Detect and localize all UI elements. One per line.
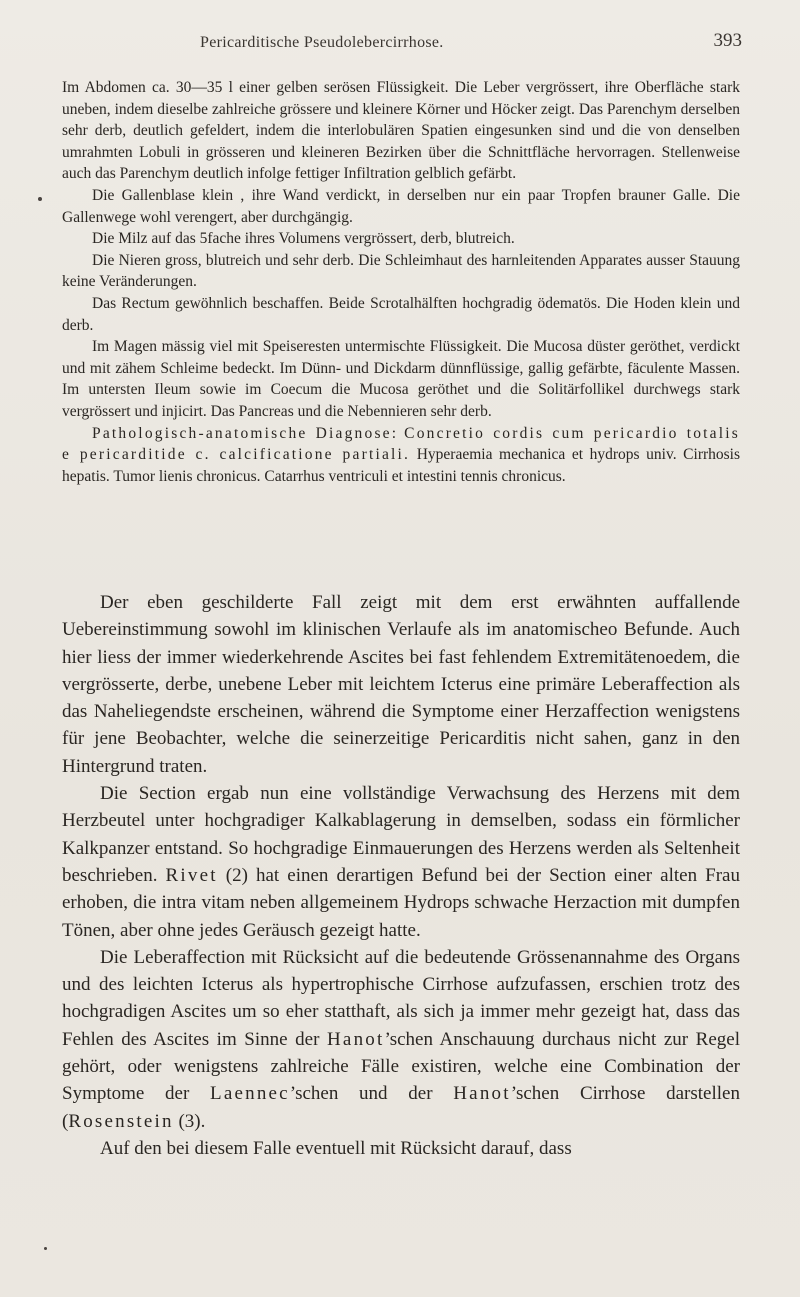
author-name-rosenstein: Rosenstein bbox=[68, 1110, 174, 1132]
diagnosis-rest: Hyperaemia mechanica et hydrops univ. Cirrhosis hepatis. Tumor lienis chronicus. Catarrhus ventriculi et intestini tennis chronicus. bbox=[62, 446, 741, 485]
paragraph-text: (3). bbox=[173, 1110, 206, 1132]
author-name-laennec: Laennec bbox=[210, 1083, 290, 1105]
protocol-paragraph-rectum: Das Rectum gewöhnlich beschaffen. Beide Scrotalhälften hochgradig ödematös. Die Hoden klein und derb. bbox=[62, 294, 740, 334]
paragraph-text: ’schen Anschauung durchaus nicht zur Regel gehört, oder wenigstens zahlreiche Fälle existiren, welche eine Combination der Symptome der bbox=[62, 1028, 740, 1105]
paragraph-text: ’schen Cirrhose darstellen ( bbox=[62, 1083, 740, 1132]
discussion-paragraph-1: Der eben geschilderte Fall zeigt mit dem erst erwähnten auffallende Uebereinstimmung sowohl im klinischen Verlaufe als im anatomischeo Befunde. Auch hier liess der immer wiederkehrende Ascites bei fast fehlendem Extremitätenoedem, die vergrösserte, derbe, unebene Leber mit leichtem Icterus eine primäre Leberaffection als das Naheliegendste erscheinen, während die Symptome einer Herzaffection wenigstens für jene Beobachter, welche die seinerzeitige Pericarditis nicht sahen, ganz in den Hintergrund traten. bbox=[62, 592, 740, 777]
protocol-paragraph-spleen: Die Milz auf das 5fache ihres Volumens vergrössert, derb, blutreich. bbox=[92, 230, 515, 248]
paragraph-text: ’schen und der bbox=[289, 1083, 454, 1105]
author-name-hanot: Hanot bbox=[327, 1028, 385, 1050]
autopsy-protocol bbox=[62, 77, 740, 487]
paragraph-text: Die Section ergab nun eine vollständige Verwachsung des Herzens mit dem Herzbeutel unter hochgradiger Kalkablagerung in demselben, sodass ein förmlicher Kalkpanzer entstand. So hochgradige Einmauerungen des Herzens werden als Seltenheit beschrieben. bbox=[62, 783, 740, 886]
discussion-paragraph-4: Auf den bei diesem Falle eventuell mit Rücksicht darauf, dass bbox=[100, 1137, 572, 1159]
discussion-paragraph-3 bbox=[62, 944, 740, 1135]
diagnosis-label: Pathologisch-anatomische Diagnose: bbox=[92, 424, 399, 442]
author-name-hanot: Hanot bbox=[453, 1083, 511, 1105]
print-speck bbox=[38, 197, 42, 201]
author-name-rivet: Rivet bbox=[165, 864, 218, 886]
running-title: Pericarditische Pseudolebercirrhose. bbox=[200, 34, 444, 51]
print-speck bbox=[44, 1247, 47, 1250]
paragraph-text: Die Leberaffection mit Rücksicht auf die bedeutende Grössenannahme des Organs und des leichten Icterus als hypertrophische Cirrhose aufzufassen, erschien trotz des hochgradigen Ascites um so eher statthaft, als sich ja immer mehr gezeigt hat, dass das Fehlen des Ascites im Sinne der bbox=[62, 946, 740, 1050]
protocol-paragraph-abdomen: Im Abdomen ca. 30—35 l einer gelben serösen Flüssigkeit. Die Leber vergrössert, ihre Oberfläche stark uneben, indem dieselbe zahlreiche grössere und kleinere Körner und Höcker zeigt. Das Parenchym derselben sehr derb, deutlich gefeldert, indem die interlobulären Spatien eingesunken sind und die von denselben umrahmten Lobuli in grösseren und kleineren Bezirken über die Schnittfläche hervorragen. Stellenweise auch das Parenchym deutlich infolge fettiger Infiltration gelblich gefärbt. bbox=[62, 79, 740, 183]
page-number: 393 bbox=[713, 30, 742, 51]
diagnosis-paragraph bbox=[62, 423, 740, 488]
protocol-paragraph-gallbladder: Die Gallenblase klein , ihre Wand verdickt, in derselben nur ein paar Tropfen brauner Galle. Die Gallenwege wohl verengert, aber durchgängig. bbox=[62, 186, 740, 226]
protocol-paragraph-kidneys: Die Nieren gross, blutreich und sehr derb. Die Schleimhaut des harnleitenden Apparates ausser Stauung keine Veränderungen. bbox=[62, 251, 740, 291]
discussion-text bbox=[62, 589, 740, 1162]
discussion-paragraph-2 bbox=[62, 780, 740, 944]
diagnosis-spaced-text: Concretio cordis cum pericardio totalis e pericarditide c. calcificatione partiali. bbox=[62, 424, 740, 464]
paragraph-text: (2) hat einen derartigen Befund bei der Section einer alten Frau erhoben, die intra vitam neben allgemeinem Hydrops schwache Herzaction mit dumpfen Tönen, aber ohne jedes Geräusch gezeigt hatte. bbox=[62, 864, 740, 941]
protocol-paragraph-stomach: Im Magen mässig viel mit Speiseresten untermischte Flüssigkeit. Die Mucosa düster geröthet, verdickt und mit zähem Schleime bedeckt. Im Dünn- und Dickdarm dünnflüssige, gallig gefärbte, fäculente Massen. Im untersten Ileum sowie im Coecum die Mucosa geröthet und die Solitärfollikel durchwegs stark vergrössert und injicirt. Das Pancreas und die Nebennieren sehr derb. bbox=[62, 338, 740, 420]
